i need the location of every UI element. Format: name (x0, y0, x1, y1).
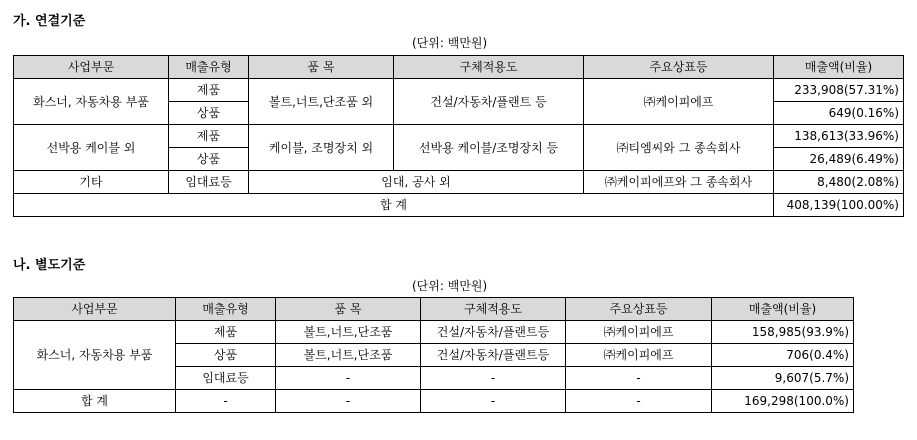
header-item: 품 목 (249, 56, 394, 79)
total-usage: - (421, 390, 566, 413)
header-usage: 구체적용도 (421, 298, 566, 321)
header-usage: 구체적용도 (394, 56, 584, 79)
sales-type-cell: 임대료등 (169, 171, 249, 194)
sales-cell: 8,480(2.08%) (774, 171, 904, 194)
total-type: - (176, 390, 276, 413)
usage-cell: 건설/자동차/플랜트등 (421, 321, 566, 344)
usage-cell: 건설/자동차/플랜트등 (421, 344, 566, 367)
table-row (14, 321, 854, 344)
header-division: 사업부문 (14, 56, 169, 79)
item-cell: 볼트,너트,단조품 (276, 344, 421, 367)
table-header-row (14, 298, 854, 321)
total-row (14, 194, 904, 217)
header-sales-type: 매출유형 (176, 298, 276, 321)
item-cell: - (276, 367, 421, 390)
brand-cell: ㈜케이피에프 (584, 79, 774, 125)
sales-type-cell: 상품 (176, 344, 276, 367)
sales-type-cell: 상품 (169, 148, 249, 171)
usage-cell: 건설/자동차/플랜트 등 (394, 79, 584, 125)
sales-type-cell: 제품 (169, 125, 249, 148)
division-cell: 선박용 케이블 외 (14, 125, 169, 171)
item-cell: 임대, 공사 외 (249, 171, 584, 194)
division-cell: 화스너, 자동차용 부품 (14, 321, 176, 390)
table-row (14, 171, 904, 194)
header-division: 사업부문 (14, 298, 176, 321)
total-label: 합 계 (14, 390, 176, 413)
separate-sales-table (13, 297, 854, 413)
total-sales: 169,298(100.0%) (712, 390, 854, 413)
table-header-row (14, 56, 904, 79)
usage-cell: 선박용 케이블/조명장치 등 (394, 125, 584, 171)
header-sales-type: 매출유형 (169, 56, 249, 79)
section-b-title: 나. 별도기준 (13, 258, 86, 273)
total-item: - (276, 390, 421, 413)
item-cell: 케이블, 조명장치 외 (249, 125, 394, 171)
item-cell: 볼트,너트,단조품 외 (249, 79, 394, 125)
total-label: 합 계 (14, 194, 774, 217)
sales-type-cell: 상품 (169, 102, 249, 125)
item-cell: 볼트,너트,단조품 (276, 321, 421, 344)
brand-cell: ㈜케이피에프와 그 종속회사 (584, 171, 774, 194)
consolidated-sales-table (13, 55, 904, 217)
section-a-title: 가. 연결기준 (13, 14, 86, 29)
header-brand: 주요상표등 (566, 298, 712, 321)
division-cell: 기타 (14, 171, 169, 194)
table-row (14, 79, 904, 102)
sales-cell: 158,985(93.9%) (712, 321, 854, 344)
sales-type-cell: 제품 (169, 79, 249, 102)
brand-cell: - (566, 367, 712, 390)
sales-type-cell: 제품 (176, 321, 276, 344)
header-brand: 주요상표등 (584, 56, 774, 79)
usage-cell: - (421, 367, 566, 390)
sales-type-cell: 임대료등 (176, 367, 276, 390)
total-row (14, 390, 854, 413)
brand-cell: ㈜케이피에프 (566, 344, 712, 367)
sales-cell: 233,908(57.31%) (774, 79, 904, 102)
brand-cell: ㈜티엠씨와 그 종속회사 (584, 125, 774, 171)
total-brand: - (566, 390, 712, 413)
sales-cell: 138,613(33.96%) (774, 125, 904, 148)
header-sales: 매출액(비율) (774, 56, 904, 79)
section-a-unit: (단위: 백만원) (412, 36, 488, 50)
header-sales: 매출액(비율) (712, 298, 854, 321)
section-b-unit: (단위: 백만원) (412, 279, 488, 293)
brand-cell: ㈜케이피에프 (566, 321, 712, 344)
table-row (14, 125, 904, 148)
division-cell: 화스너, 자동차용 부품 (14, 79, 169, 125)
sales-cell: 649(0.16%) (774, 102, 904, 125)
sales-cell: 26,489(6.49%) (774, 148, 904, 171)
total-sales: 408,139(100.00%) (774, 194, 904, 217)
sales-cell: 9,607(5.7%) (712, 367, 854, 390)
sales-cell: 706(0.4%) (712, 344, 854, 367)
header-item: 품 목 (276, 298, 421, 321)
